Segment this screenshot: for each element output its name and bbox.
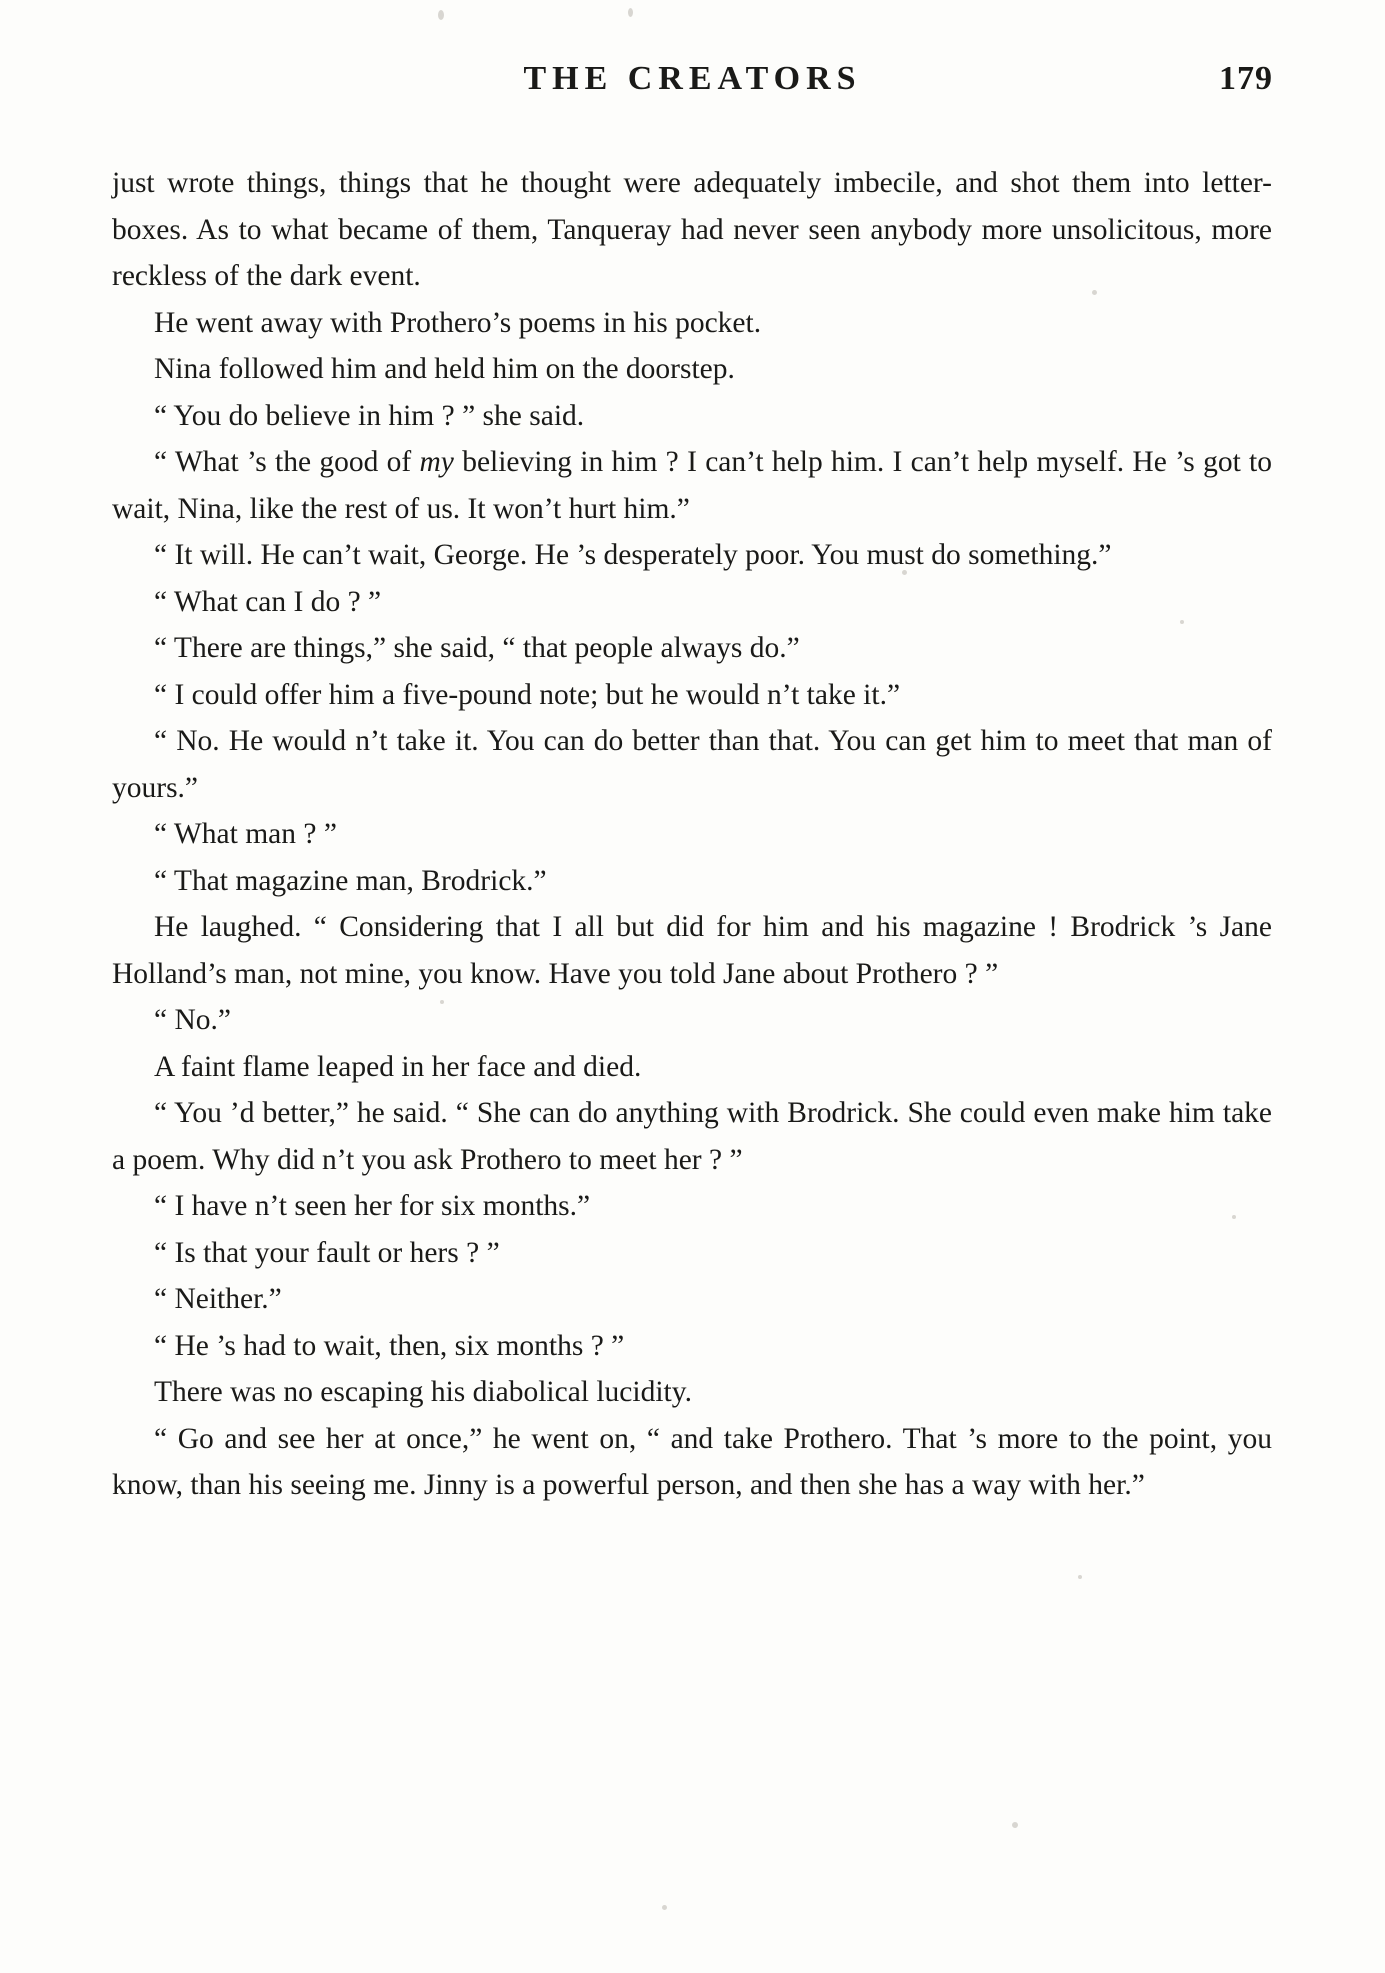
paragraph: He laughed. “ Considering that I all but did for him and his magazine ! Brodrick ’s Jane Holland’s man, not mine, you know. Have you told Jane about Prothero ? ” [112, 911, 1272, 990]
page-number: 179 [1219, 60, 1273, 97]
page-body [112, 160, 1272, 1509]
paragraph [112, 439, 1272, 532]
paragraph: “ I have n’t seen her for six months.” [154, 1190, 591, 1222]
paragraph: There was no escaping his diabolical lucidity. [154, 1376, 692, 1408]
page-header [112, 60, 1273, 108]
paragraph: “ I could offer him a five-pound note; but he would n’t take it.” [154, 678, 901, 711]
paragraph: “ Is that your fault or hers ? ” [154, 1236, 500, 1269]
scan-speck [438, 10, 444, 20]
paragraph: just wrote things, things that he thought were adequately imbecile, and shot them into letter-boxes. As to what became of them, Tanqueray had never seen anybody more unsolicitous, more reckless of the dark event. [112, 167, 1272, 292]
paragraph: He went away with Prothero’s poems in his pocket. [154, 306, 762, 339]
paragraph: “ Go and see her at once,” he went on, “ and take Prothero. That ’s more to the point, you know, than his seeing me. Jinny is a powerful person, and then she has a way with her.” [112, 1422, 1272, 1501]
scan-speck [662, 1905, 667, 1910]
paragraph: A faint flame leaped in her face and died. [154, 1050, 642, 1083]
paragraph: “ What man ? ” [154, 818, 337, 850]
scan-speck [628, 8, 633, 17]
paragraph-text-post: believing in him ? I can’t help him. I can’t help myself. He ’s got to wait, Nina, like the rest of us. It won’t hurt him.” [112, 446, 1273, 525]
paragraph: “ You do believe in him ? ” she said. [154, 399, 585, 432]
paragraph: “ That magazine man, Brodrick.” [154, 864, 547, 897]
paragraph: “ No.” [154, 1004, 231, 1036]
paragraph: “ No. He would n’t take it. You can do better than that. You can get him to meet that man of yours.” [112, 725, 1272, 804]
paragraph: “ He ’s had to wait, then, six months ? ” [154, 1329, 625, 1362]
scan-speck [1012, 1822, 1018, 1828]
paragraph: Nina followed him and held him on the doorstep. [154, 353, 735, 385]
paragraph-text-pre: “ What ’s the good of [154, 446, 420, 478]
running-title: THE CREATORS [523, 60, 862, 97]
scan-speck [1078, 1575, 1082, 1579]
paragraph: “ There are things,” she said, “ that people always do.” [154, 632, 800, 664]
emphasis: my [419, 446, 454, 478]
paragraph: “ It will. He can’t wait, George. He ’s desperately poor. You must do something.” [154, 539, 1112, 571]
paragraph: “ What can I do ? ” [154, 585, 382, 618]
paragraph: “ Neither.” [154, 1283, 282, 1315]
paragraph: “ You ’d better,” he said. “ She can do anything with Brodrick. She could even make him take a poem. Why did n’t you ask Prothero to meet her ? ” [112, 1097, 1272, 1176]
